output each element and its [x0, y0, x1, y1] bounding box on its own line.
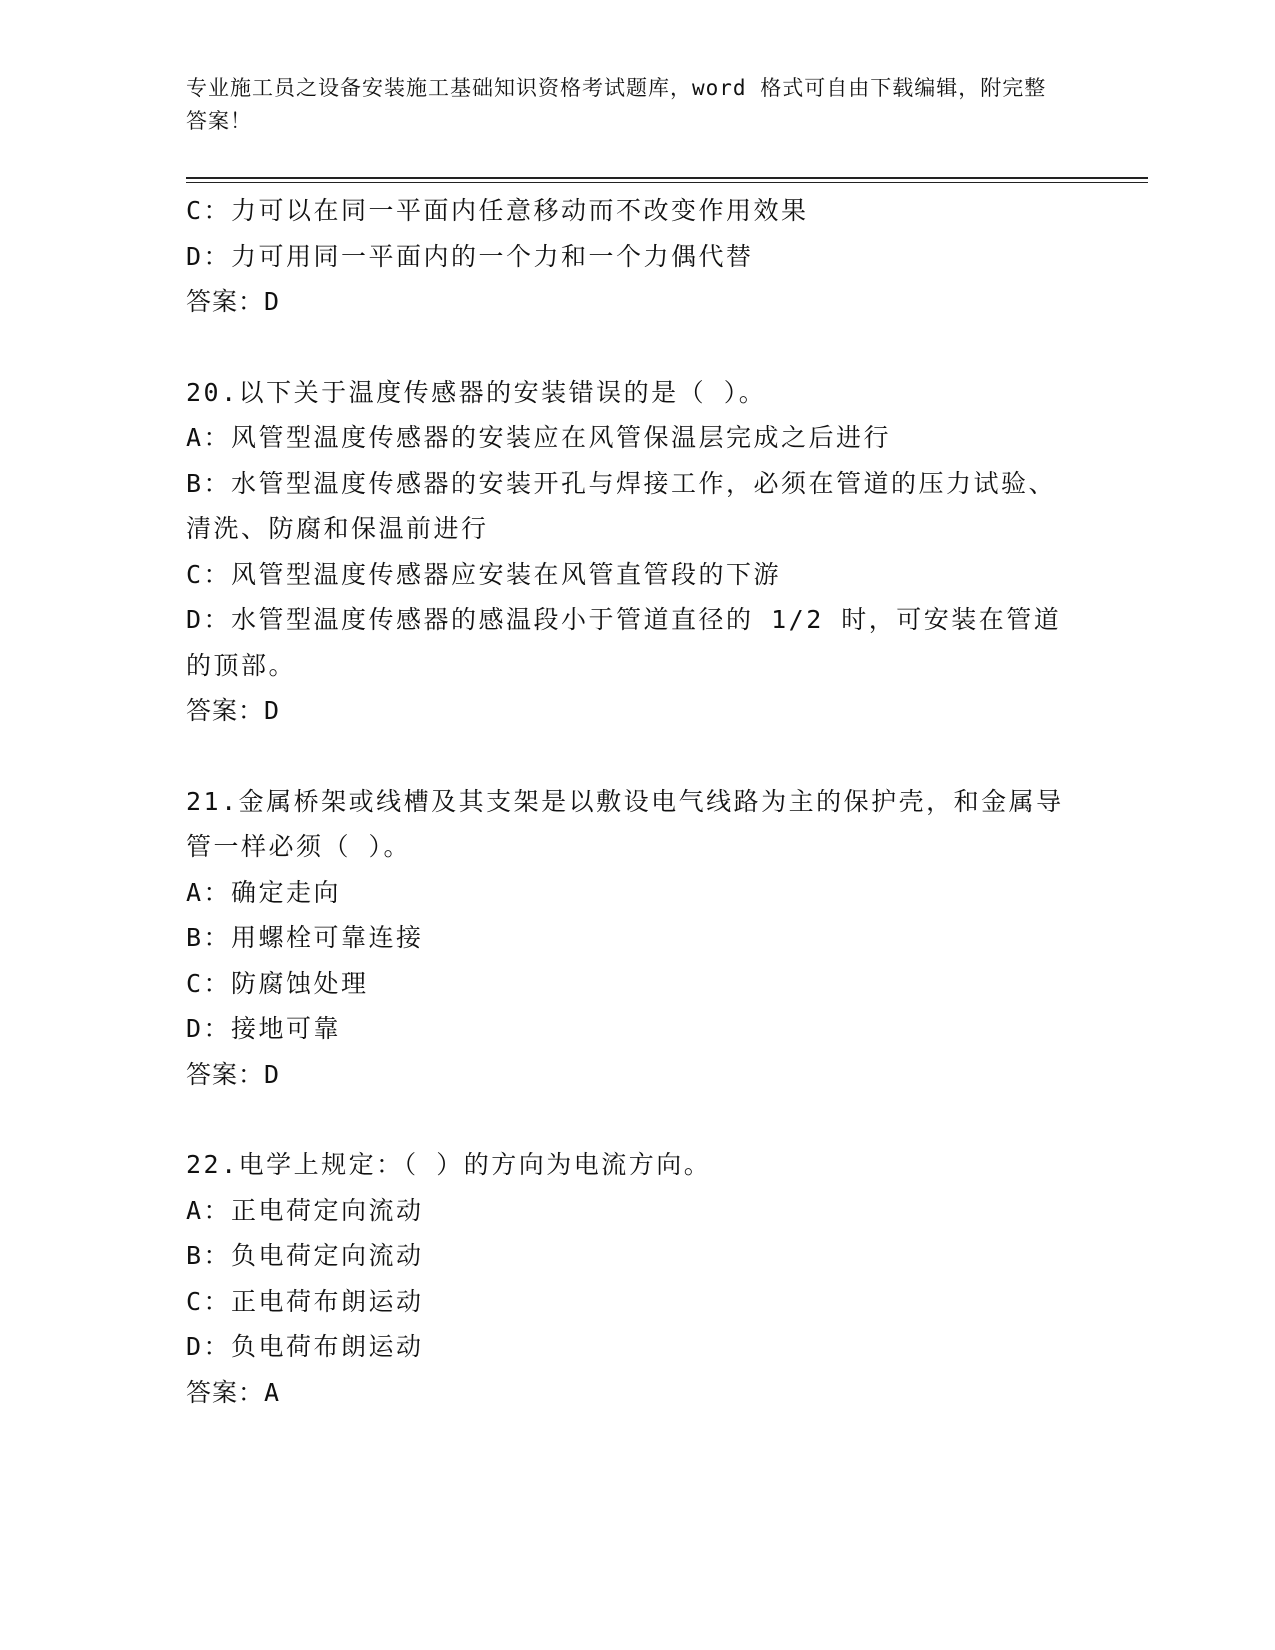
- option-d: D：接地可靠: [186, 1014, 342, 1043]
- fragment-option-c: C：力可以在同一平面内任意移动而不改变作用效果: [186, 196, 809, 225]
- option-d: D：负电荷布朗运动: [186, 1332, 424, 1361]
- question-22: [186, 1142, 1086, 1415]
- spacer: [186, 325, 1086, 370]
- question-20: [186, 370, 1086, 734]
- fragment-option-d: D：力可用同一平面内的一个力和一个力偶代替: [186, 241, 754, 271]
- header-divider-thick: [186, 177, 1148, 179]
- option-c: C：防腐蚀处理: [186, 968, 369, 998]
- question-stem: 20.以下关于温度传感器的安装错误的是（ ）。: [186, 377, 767, 407]
- question-content: [186, 188, 1086, 1415]
- answer: 答案：D: [186, 1059, 281, 1089]
- fragment-answer: 答案：D: [186, 287, 281, 316]
- header-divider-thin: [186, 182, 1148, 183]
- option-d: D：水管型温度传感器的感温段小于管道直径的 1/2 时，可安装在管道的顶部。: [186, 605, 1062, 680]
- option-a: A：正电荷定向流动: [186, 1195, 424, 1225]
- option-b: B：负电荷定向流动: [186, 1241, 424, 1270]
- option-c: C：风管型温度传感器应安装在风管直管段的下游: [186, 559, 782, 589]
- answer: 答案：A: [186, 1377, 281, 1407]
- option-b: B：水管型温度传感器的安装开孔与焊接工作，必须在管道的压力试验、清洗、防腐和保温前进行: [186, 468, 1057, 543]
- question-21: [186, 779, 1086, 1098]
- document-header: 专业施工员之设备安装施工基础知识资格考试题库，word 格式可自由下载编辑，附完整答案！: [186, 76, 1047, 133]
- spacer: [186, 1097, 1086, 1142]
- option-a: A：确定走向: [186, 877, 342, 907]
- answer: 答案：D: [186, 696, 281, 725]
- question-stem: 21.金属桥架或线槽及其支架是以敷设电气线路为主的保护壳，和金属导管一样必须（ ）。: [186, 786, 1064, 861]
- option-b: B：用螺栓可靠连接: [186, 923, 424, 952]
- option-c: C：正电荷布朗运动: [186, 1286, 424, 1316]
- question-stem: 22.电学上规定：（ ）的方向为电流方向。: [186, 1150, 712, 1179]
- option-a: A：风管型温度传感器的安装应在风管保温层完成之后进行: [186, 423, 892, 452]
- spacer: [186, 734, 1086, 779]
